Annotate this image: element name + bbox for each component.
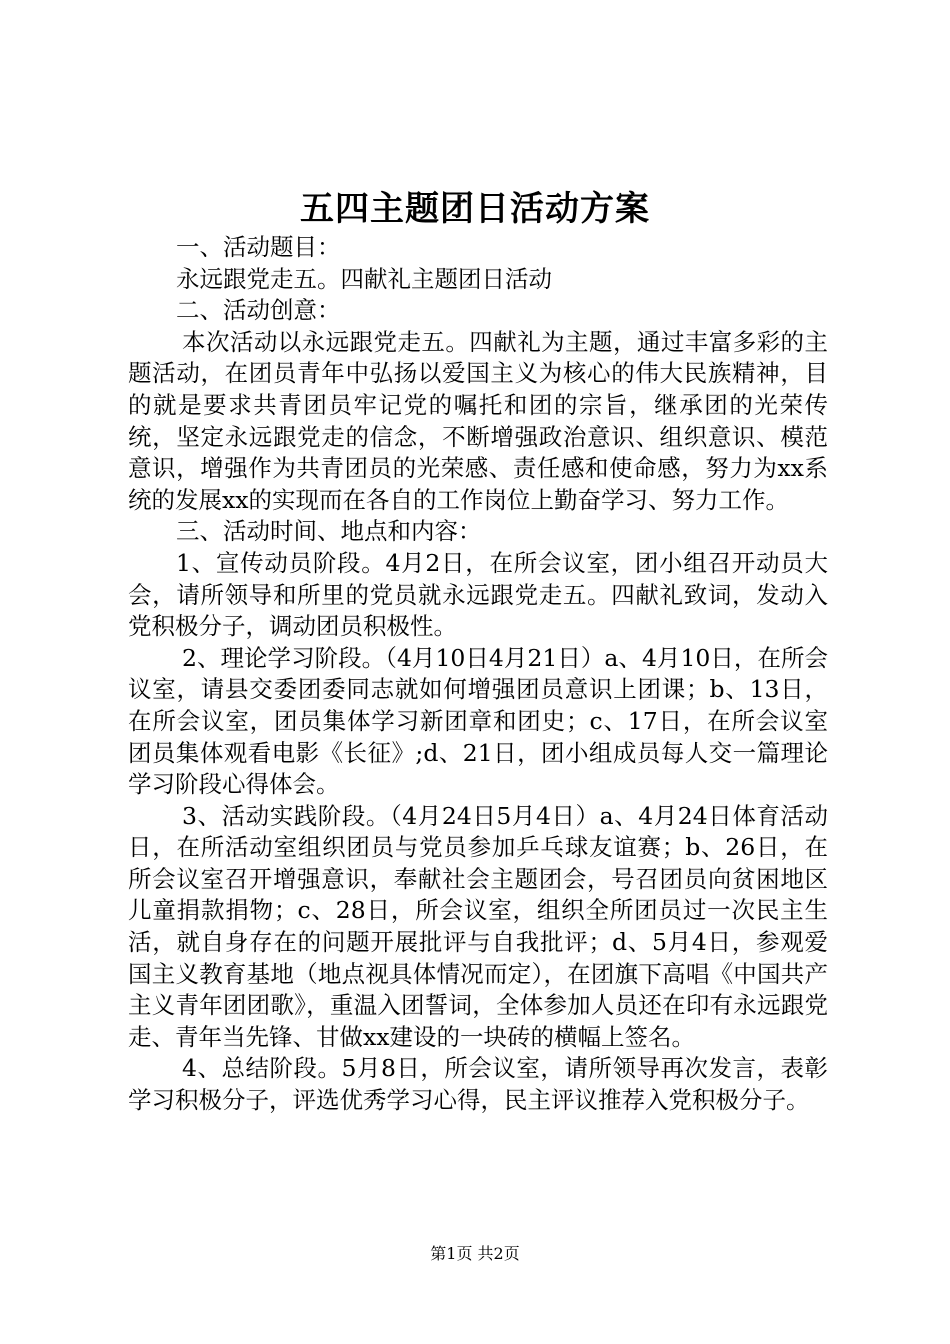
section-heading-1: 一、活动题目： (176, 233, 341, 261)
stage-1-paragraph: 1、宣传动员阶段。4月2日，在所会议室，团小组召开动员大会，请所领导和所里的党员就永远跟党走五。四献礼致词，发动入党积极分子，调动团员积极性。 (128, 548, 828, 641)
document-body (128, 232, 828, 1117)
document-title: 五四主题团日活动方案 (300, 189, 650, 229)
stage-2-paragraph: 2、理论学习阶段。（4月10日4月21日）a、4月10日，在所会议室，请县交委团委同志就如何增强团员意识上团课；b、13日，在所会议室，团员集体学习新团章和团史；c、17日，在所会议室团员集体观看电影《长征》;d、21日，团小组成员每人交一篇理论学习阶段心得体会。 (128, 643, 828, 799)
stage-3-paragraph: 3、活动实践阶段。（4月24日5月4日）a、4月24日体育活动日，在所活动室组织团员与党员参加乒乓球友谊赛；b、26日，在所会议室召开增强意识，奉献社会主题团会，号召团员向贫困地区儿童捐款捐物；c、28日，所会议室，组织全所团员过一次民主生活，就自身存在的问题开展批评与自我批评；d、5月4日，参观爱国主义教育基地（地点视具体情况而定），在团旗下高唱《中国共产主义青年团团歌》，重温入团誓词，全体参加人员还在印有永远跟党走、青年当先锋、甘做xx建设的一块砖的横幅上签名。 (128, 801, 828, 1051)
activity-name: 永远跟党走五。四献礼主题团日活动 (176, 264, 552, 293)
creative-paragraph: 本次活动以永远跟党走五。四献礼为主题，通过丰富多彩的主题活动，在团员青年中弘扬以爱国主义为核心的伟大民族精神，目的就是要求共青团员牢记党的嘱托和团的宗旨，继承团的光荣传统，坚定永远跟党走的信念，不断增强政治意识、组织意识、模范意识，增强作为共青团员的光荣感、责任感和使命感，努力为xx系统的发展xx的实现而在各自的工作岗位上勤奋学习、努力工作。 (128, 327, 828, 514)
page-number-footer: 第1页 共2页 (430, 1244, 520, 1263)
section-heading-3: 三、活动时间、地点和内容： (176, 517, 482, 546)
stage-4-paragraph: 4、总结阶段。5月8日，所会议室，请所领导再次发言，表彰学习积极分子，评选优秀学习心得，民主评议推荐入党积极分子。 (128, 1054, 828, 1115)
section-heading-2: 二、活动创意： (176, 296, 341, 325)
